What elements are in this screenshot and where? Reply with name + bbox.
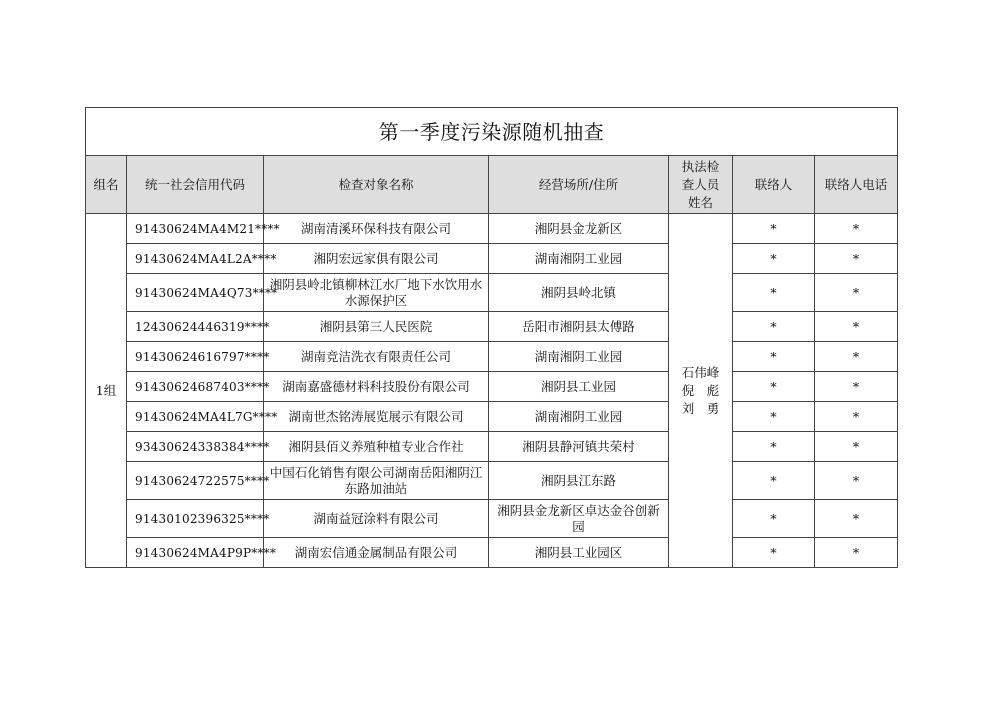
address-cell: 湖南湘阴工业园 bbox=[489, 402, 669, 432]
credit-code-cell: 91430624MA4P9P**** bbox=[127, 538, 264, 568]
target-name-cell: 湖南竞洁洗衣有限责任公司 bbox=[264, 342, 489, 372]
table-row bbox=[86, 312, 898, 342]
target-name-cell: 湖南宏信通金属制品有限公司 bbox=[264, 538, 489, 568]
address-cell: 湘阴县工业园区 bbox=[489, 538, 669, 568]
credit-code-cell: 91430624722575**** bbox=[127, 462, 264, 500]
credit-code-cell: 91430624MA4L7G**** bbox=[127, 402, 264, 432]
contact-phone-cell: * bbox=[815, 500, 898, 538]
table-row bbox=[86, 342, 898, 372]
contact-phone-cell: * bbox=[815, 244, 898, 274]
contact-cell: * bbox=[733, 244, 815, 274]
target-name-cell: 湘阴县佰义养殖种植专业合作社 bbox=[264, 432, 489, 462]
table-row bbox=[86, 432, 898, 462]
inspection-sheet bbox=[85, 107, 897, 568]
contact-phone-cell: * bbox=[815, 274, 898, 312]
table-row bbox=[86, 402, 898, 432]
contact-cell: * bbox=[733, 402, 815, 432]
header-contact-phone: 联络人电话 bbox=[815, 156, 898, 214]
target-name-cell: 湘阴县岭北镇柳林江水厂地下水饮用水水源保护区 bbox=[264, 274, 489, 312]
address-cell: 湘阴县江东路 bbox=[489, 462, 669, 500]
contact-cell: * bbox=[733, 274, 815, 312]
header-inspectors: 执法检 查人员 姓名 bbox=[669, 156, 733, 214]
header-target-name: 检查对象名称 bbox=[264, 156, 489, 214]
contact-cell: * bbox=[733, 500, 815, 538]
address-cell: 湖南湘阴工业园 bbox=[489, 244, 669, 274]
target-name-cell: 湖南世杰铭涛展览展示有限公司 bbox=[264, 402, 489, 432]
address-cell: 湖南湘阴工业园 bbox=[489, 342, 669, 372]
address-cell: 湘阴县金龙新区 bbox=[489, 214, 669, 244]
target-name-cell: 湘阴县第三人民医院 bbox=[264, 312, 489, 342]
inspection-table bbox=[85, 107, 898, 568]
table-row bbox=[86, 372, 898, 402]
header-credit-code: 统一社会信用代码 bbox=[127, 156, 264, 214]
target-name-cell: 中国石化销售有限公司湖南岳阳湘阴江东路加油站 bbox=[264, 462, 489, 500]
contact-phone-cell: * bbox=[815, 402, 898, 432]
table-row bbox=[86, 538, 898, 568]
address-cell: 湘阴县金龙新区卓达金谷创新园 bbox=[489, 500, 669, 538]
credit-code-cell: 91430102396325**** bbox=[127, 500, 264, 538]
credit-code-cell: 91430624MA4M21**** bbox=[127, 214, 264, 244]
credit-code-cell: 91430624687403**** bbox=[127, 372, 264, 402]
contact-cell: * bbox=[733, 372, 815, 402]
target-name-cell: 湖南益冠涂料有限公司 bbox=[264, 500, 489, 538]
contact-phone-cell: * bbox=[815, 214, 898, 244]
contact-phone-cell: * bbox=[815, 462, 898, 500]
target-name-cell: 湖南清溪环保科技有限公司 bbox=[264, 214, 489, 244]
credit-code-cell: 93430624338384**** bbox=[127, 432, 264, 462]
contact-cell: * bbox=[733, 538, 815, 568]
table-row bbox=[86, 274, 898, 312]
contact-cell: * bbox=[733, 214, 815, 244]
header-group: 组名 bbox=[86, 156, 127, 214]
contact-phone-cell: * bbox=[815, 342, 898, 372]
contact-cell: * bbox=[733, 432, 815, 462]
address-cell: 湘阴县岭北镇 bbox=[489, 274, 669, 312]
header-row bbox=[86, 156, 898, 214]
table-row bbox=[86, 244, 898, 274]
contact-phone-cell: * bbox=[815, 372, 898, 402]
group-name-cell: 1组 bbox=[86, 214, 127, 568]
table-row bbox=[86, 462, 898, 500]
table-title: 第一季度污染源随机抽查 bbox=[86, 108, 898, 156]
target-name-cell: 湖南嘉盛德材料科技股份有限公司 bbox=[264, 372, 489, 402]
contact-cell: * bbox=[733, 342, 815, 372]
table-row bbox=[86, 500, 898, 538]
contact-cell: * bbox=[733, 312, 815, 342]
address-cell: 湘阴县静河镇共荣村 bbox=[489, 432, 669, 462]
header-address: 经营场所/住所 bbox=[489, 156, 669, 214]
credit-code-cell: 91430624MA4L2A**** bbox=[127, 244, 264, 274]
contact-cell: * bbox=[733, 462, 815, 500]
header-contact: 联络人 bbox=[733, 156, 815, 214]
contact-phone-cell: * bbox=[815, 432, 898, 462]
contact-phone-cell: * bbox=[815, 312, 898, 342]
address-cell: 岳阳市湘阴县太傅路 bbox=[489, 312, 669, 342]
contact-phone-cell: * bbox=[815, 538, 898, 568]
credit-code-cell: 91430624MA4Q73**** bbox=[127, 274, 264, 312]
credit-code-cell: 91430624616797**** bbox=[127, 342, 264, 372]
address-cell: 湘阴县工业园 bbox=[489, 372, 669, 402]
target-name-cell: 湘阴宏远家俱有限公司 bbox=[264, 244, 489, 274]
credit-code-cell: 12430624446319**** bbox=[127, 312, 264, 342]
inspectors-cell: 石伟峰 倪 彪 刘 勇 bbox=[669, 214, 733, 568]
table-row bbox=[86, 214, 898, 244]
